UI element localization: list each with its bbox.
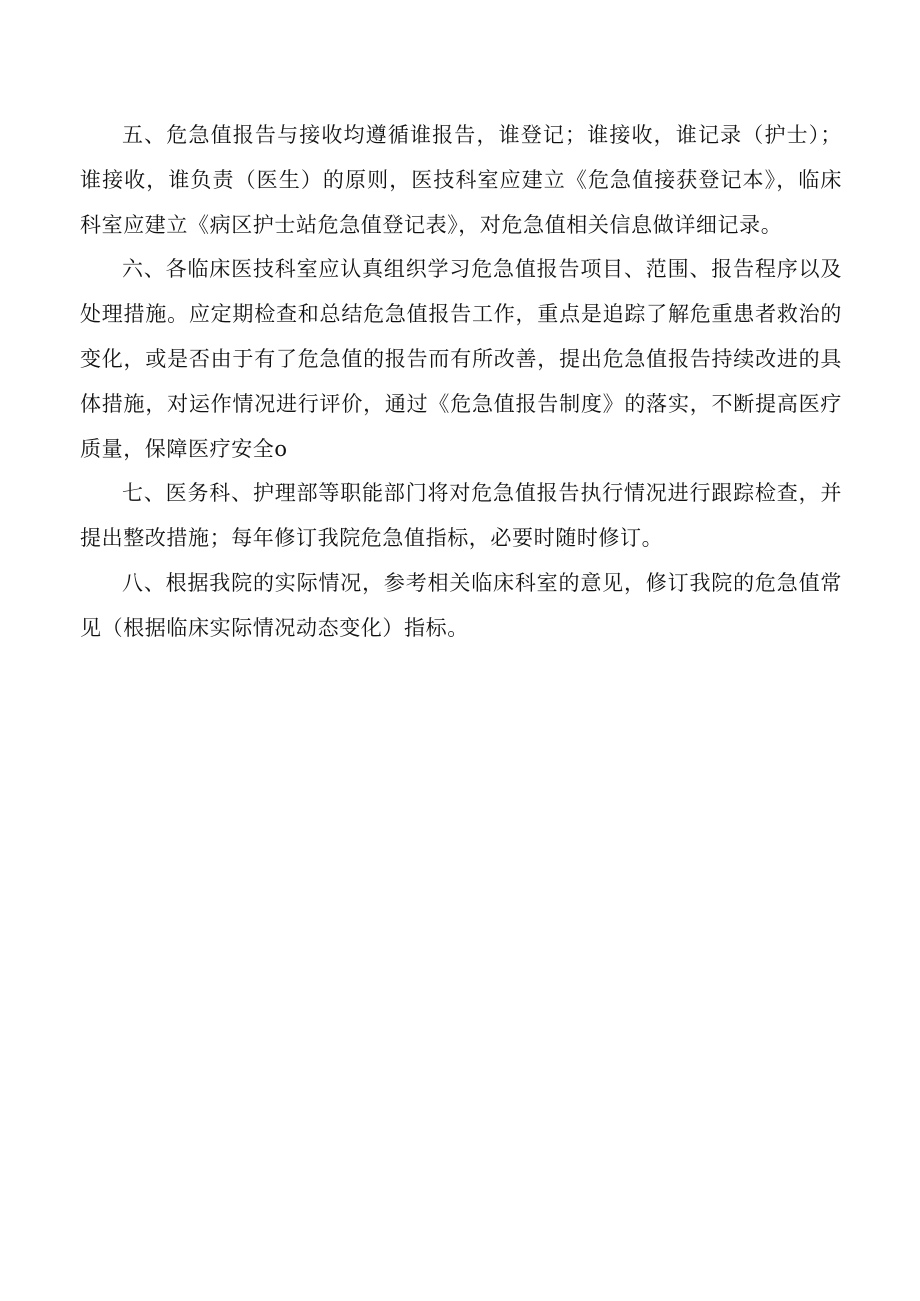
document-body	[80, 113, 842, 651]
paragraph-6: 六、各临床医技科室应认真组织学习危急值报告项目、范围、报告程序以及处理措施。应定期检查和总结危急值报告工作，重点是追踪了解危重患者救治的变化，或是否由于有了危急值的报告而有所改善，提出危急值报告持续改进的具体措施，对运作情况进行评价，通过《危急值报告制度》的落实，不断提高医疗质量，保障医疗安全o	[80, 257, 842, 461]
paragraph-5: 五、危急值报告与接收均遵循谁报告，谁登记；谁接收，谁记录（护士）；谁接收，谁负责（医生）的原则，医技科室应建立《危急值接获登记本》，临床科室应建立《病区护士站危急值登记表》，对危急值相关信息做详细记录。	[80, 123, 842, 237]
paragraph-7: 七、医务科、护理部等职能部门将对危急值报告执行情况进行跟踪检查，并提出整改措施；每年修订我院危急值指标，必要时随时修订。	[80, 481, 842, 551]
paragraph-8: 八、根据我院的实际情况，参考相关临床科室的意见，修订我院的危急值常见（根据临床实际情况动态变化）指标。	[80, 570, 842, 640]
